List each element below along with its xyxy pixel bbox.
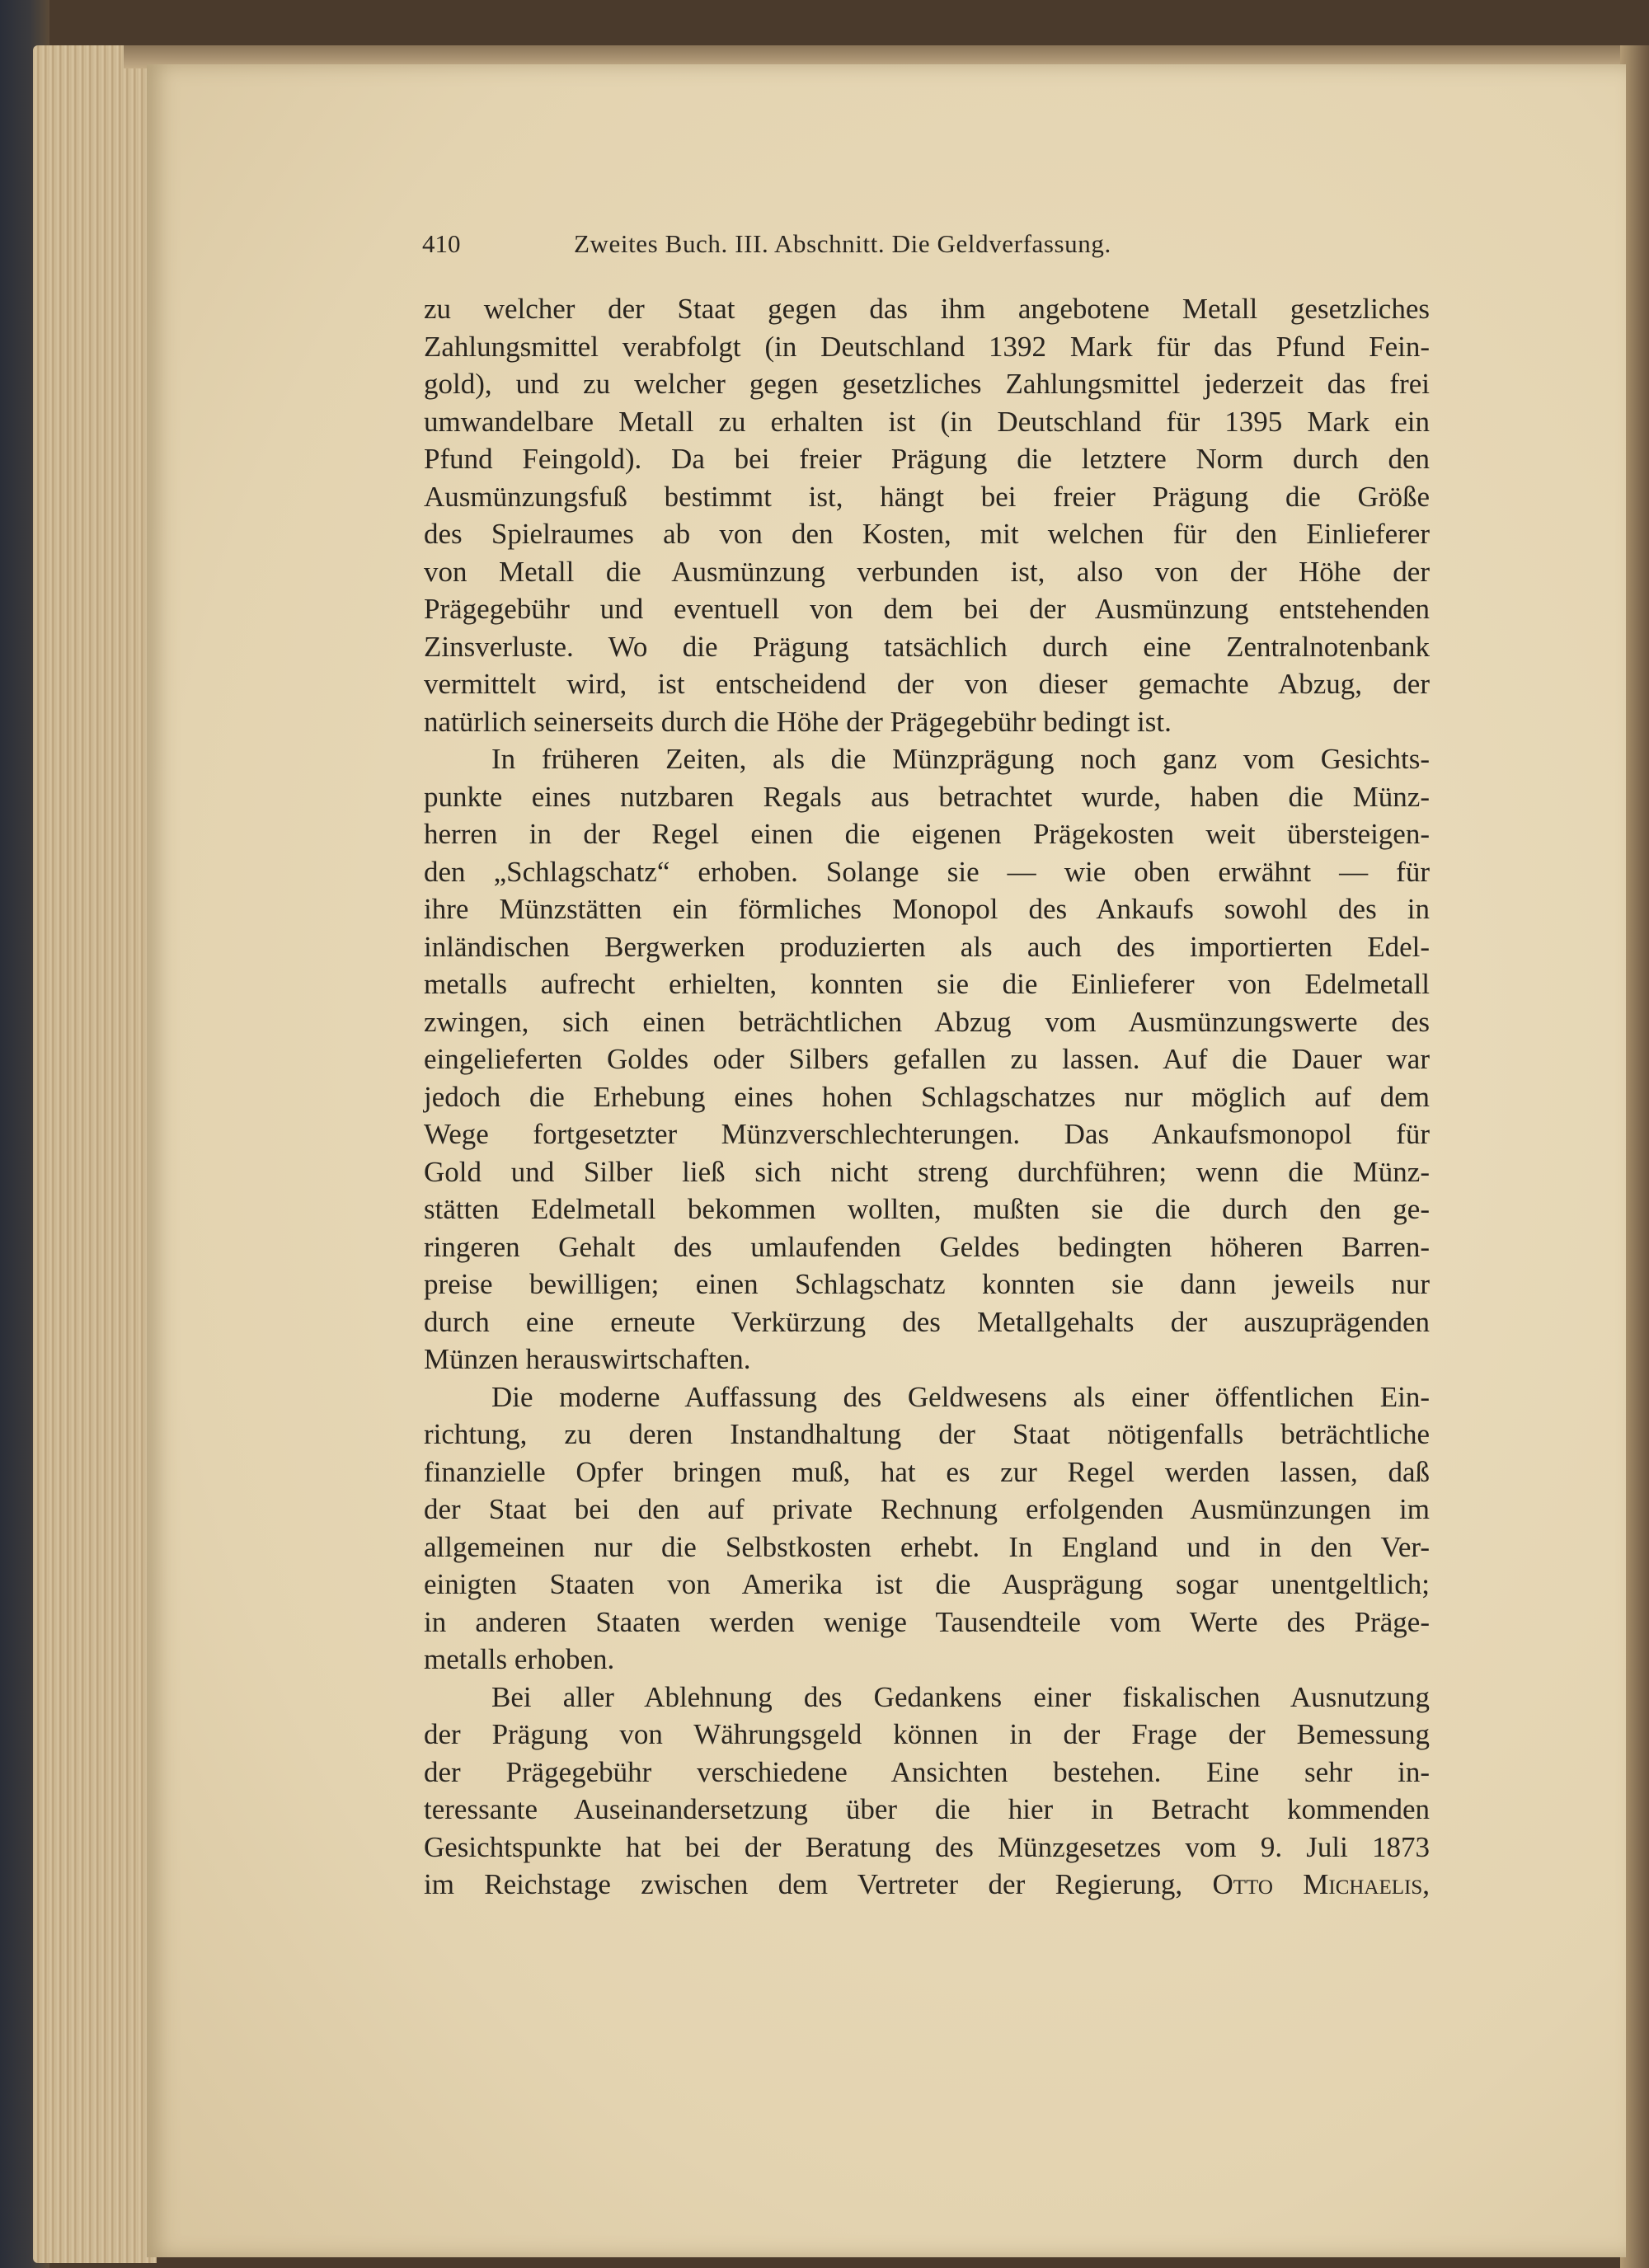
page-number: 410: [422, 229, 461, 258]
text-line: eingelieferten Goldes oder Silbers gefallen zu lassen. Auf die Dauer war: [424, 1043, 1430, 1075]
running-head: Zweites Buch. III. Abschnitt. Die Geldverfassung.: [574, 229, 1111, 258]
text-line: inländischen Bergwerken produzierten als auch des importierten Edel-: [424, 930, 1430, 963]
text-line: allgemeinen nur die Selbstkosten erhebt. In England und in den Ver-: [424, 1530, 1430, 1563]
text-line: Münzen herauswirtschaften.: [424, 1343, 751, 1375]
text-line: Gesichtspunkte hat bei der Beratung des Münzgesetzes vom 9. Juli 1873: [424, 1830, 1430, 1863]
text-line: metalls erhoben.: [424, 1643, 615, 1675]
page-edges: [33, 45, 157, 2263]
text-line: preise bewilligen; einen Schlagschatz konnten sie dann jeweils nur: [424, 1268, 1430, 1300]
text-line-start: im Reichstage zwischen dem Vertreter der Regierung,: [424, 1868, 1213, 1900]
text-line: zu welcher der Staat gegen das ihm angebotene Metall gesetzliches: [424, 293, 1430, 325]
text-line: in anderen Staaten werden wenige Tausendteile vom Werte des Präge-: [424, 1605, 1430, 1638]
text-line: finanzielle Opfer bringen muß, hat es zur Regel werden lassen, daß: [424, 1455, 1430, 1488]
text-line: In früheren Zeiten, als die Münzprägung noch ganz vom Gesichts-: [491, 743, 1430, 775]
text-line-suffix: ,: [1422, 1868, 1431, 1900]
text-line: ihre Münzstätten ein förmliches Monopol des Ankaufs sowohl des in: [424, 893, 1430, 925]
text-line: umwandelbare Metall zu erhalten ist (in Deutschland für 1395 Mark ein: [424, 405, 1430, 438]
text-line: Die moderne Auffassung des Geldwesens als einer öffentlichen Ein-: [491, 1380, 1430, 1413]
text-line: durch eine erneute Verkürzung des Metallgehalts der auszuprägenden: [424, 1305, 1430, 1338]
text-line: den „Schlagschatz“ erhoben. Solange sie — wie oben erwähnt — für: [424, 855, 1430, 888]
text-line: von Metall die Ausmünzung verbunden ist, also von der Höhe der: [424, 555, 1430, 588]
text-line: jedoch die Erhebung eines hohen Schlagschatzes nur möglich auf dem: [424, 1080, 1430, 1113]
text-line: metalls aufrecht erhielten, konnten sie die Einlieferer von Edelmetall: [424, 968, 1430, 1000]
text-line: gold), und zu welcher gegen gesetzliches Zahlungsmittel jederzeit das frei: [424, 368, 1430, 400]
text-line: der Staat bei den auf private Rechnung erfolgenden Ausmünzungen im: [424, 1493, 1430, 1525]
text-line: ringeren Gehalt des umlaufenden Geldes bedingten höheren Barren-: [424, 1230, 1430, 1263]
text-line: Zinsverluste. Wo die Prägung tatsächlich durch eine Zentralnotenbank: [424, 630, 1430, 663]
body-text: [424, 290, 1430, 1904]
text-line: herren in der Regel einen die eigenen Prägekosten weit übersteigen-: [424, 818, 1430, 850]
text-line: der Prägegebühr verschiedene Ansichten bestehen. Eine sehr in-: [424, 1755, 1430, 1788]
text-line: richtung, zu deren Instandhaltung der Staat nötigenfalls beträchtliche: [424, 1418, 1430, 1450]
text-line: teressante Auseinandersetzung über die hier in Betracht kommenden: [424, 1793, 1430, 1825]
text-line: des Spielraumes ab von den Kosten, mit welchen für den Einlieferer: [424, 518, 1430, 550]
text-line-final: [424, 1866, 1430, 1904]
text-line: Zahlungsmittel verabfolgt (in Deutschland 1392 Mark für das Pfund Fein-: [424, 330, 1430, 363]
text-line: einigten Staaten von Amerika ist die Ausprägung sogar unentgeltlich;: [424, 1568, 1430, 1600]
text-line: stätten Edelmetall bekommen wollten, mußten sie die durch den ge-: [424, 1193, 1430, 1225]
text-line: Wege fortgesetzter Münzverschlechterungen. Das Ankaufsmonopol für: [424, 1118, 1430, 1150]
text-line: Pfund Feingold). Da bei freier Prägung die letztere Norm durch den: [424, 443, 1430, 475]
text-line: Gold und Silber ließ sich nicht streng durchführen; wenn die Münz-: [424, 1155, 1430, 1188]
text-line: zwingen, sich einen beträchtlichen Abzug vom Ausmünzungswerte des: [424, 1005, 1430, 1038]
text-line: natürlich seinerseits durch die Höhe der Prägegebühr bedingt ist.: [424, 705, 1172, 738]
page-header: [422, 229, 1280, 262]
author-name: Otto Michaelis: [1212, 1868, 1423, 1900]
text-line: Prägegebühr und eventuell von dem bei der Ausmünzung entstehenden: [424, 593, 1430, 625]
text-line: der Prägung von Währungsgeld können in der Frage der Bemessung: [424, 1718, 1430, 1750]
text-line: vermittelt wird, ist entscheidend der von dieser gemachte Abzug, der: [424, 668, 1430, 700]
text-line: Ausmünzungsfuß bestimmt ist, hängt bei freier Prägung die Größe: [424, 480, 1430, 513]
text-line: Bei aller Ablehnung des Gedankens einer fiskalischen Ausnutzung: [491, 1680, 1430, 1713]
text-line: punkte eines nutzbaren Regals aus betrachtet wurde, haben die Münz-: [424, 780, 1430, 813]
